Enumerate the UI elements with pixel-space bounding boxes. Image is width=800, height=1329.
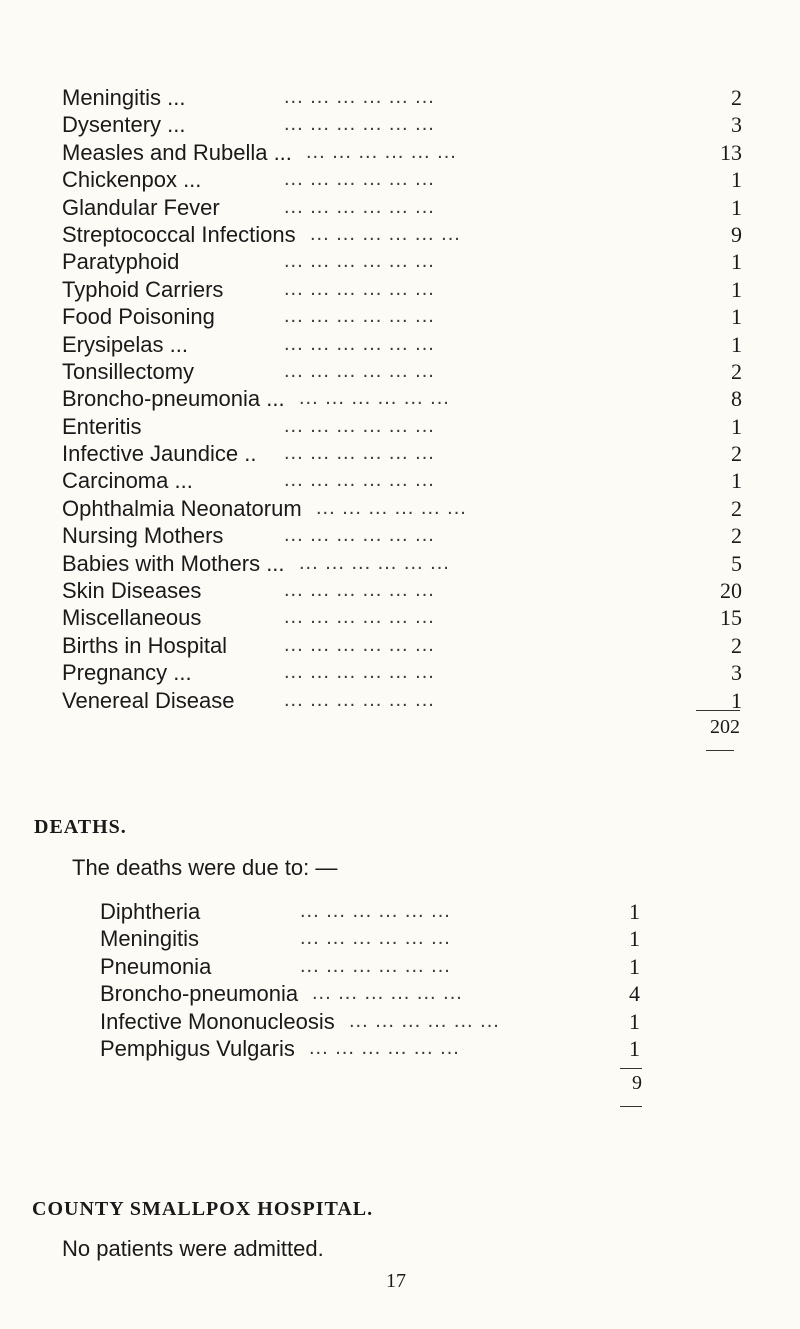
leader-dots: ... ... ... ... ... ... <box>284 606 435 629</box>
row-count: 9 <box>731 221 742 247</box>
table-row <box>62 221 742 248</box>
row-label: Meningitis <box>100 926 200 952</box>
leader-dots: ... ... ... ... ... ... <box>310 222 461 245</box>
row-count: 1 <box>731 249 742 275</box>
table-row <box>62 385 742 412</box>
row-label: Ophthalmia Neonatorum <box>62 495 302 521</box>
table-row <box>62 276 742 303</box>
row-label: Broncho-pneumonia <box>100 981 299 1007</box>
row-label: Carcinoma ... <box>62 468 193 494</box>
table-row <box>62 413 742 440</box>
row-label: Measles and Rubella ... <box>62 139 292 165</box>
table-row <box>62 166 742 193</box>
table-row <box>100 953 640 980</box>
row-label: Miscellaneous <box>62 605 202 631</box>
leader-dots: ... ... ... ... ... ... <box>284 661 435 684</box>
row-count: 5 <box>731 550 742 576</box>
row-label: Tonsillectomy <box>62 358 195 384</box>
row-label: Births in Hospital <box>62 632 228 658</box>
leader-dots: ... ... ... ... ... ... <box>300 954 451 977</box>
row-label: Streptococcal Infections <box>62 221 296 247</box>
leader-dots: ... ... ... ... ... ... <box>284 633 435 656</box>
row-label: Enteritis <box>62 413 142 439</box>
row-label: Nursing Mothers <box>62 523 224 549</box>
row-count: 2 <box>731 495 742 521</box>
table-row <box>62 84 742 111</box>
row-count: 3 <box>731 112 742 138</box>
row-count: 2 <box>731 632 742 658</box>
row-count: 1 <box>629 1035 640 1061</box>
row-label: Infective Mononucleosis <box>100 1008 335 1034</box>
table-row <box>100 1035 640 1062</box>
row-label: Broncho-pneumonia ... <box>62 386 285 412</box>
smallpox-text: No patients were admitted. <box>62 1236 324 1261</box>
row-count: 1 <box>629 953 640 979</box>
leader-dots: ... ... ... ... ... ... <box>284 359 435 382</box>
leader-dots: ... ... ... ... ... ... <box>284 86 435 108</box>
row-label: Venereal Disease <box>62 687 235 713</box>
deaths-heading: DEATHS. <box>34 816 127 838</box>
row-label: Chickenpox ... <box>62 167 202 193</box>
row-label: Dysentery ... <box>62 112 186 138</box>
row-count: 1 <box>731 413 742 439</box>
leader-dots: ... ... ... ... ... ... <box>284 688 435 711</box>
row-label: Erysipelas ... <box>62 331 188 357</box>
table-row <box>62 550 742 577</box>
table-row <box>62 632 742 659</box>
leader-dots: ... ... ... ... ... ... <box>284 305 435 328</box>
row-label: Food Poisoning <box>62 304 215 330</box>
row-count: 1 <box>629 899 640 924</box>
table-row <box>62 604 742 631</box>
row-label: Meningitis ... <box>62 85 186 110</box>
leader-dots: ... ... ... ... ... ... <box>316 496 467 519</box>
table-row <box>62 467 742 494</box>
leader-dots: ... ... ... ... ... ... <box>284 250 435 273</box>
row-count: 8 <box>731 386 742 412</box>
leader-dots: ... ... ... ... ... ... <box>349 1009 500 1032</box>
row-count: 15 <box>720 605 742 631</box>
row-label: Babies with Mothers ... <box>62 550 285 576</box>
row-count: 2 <box>731 523 742 549</box>
admissions-total-rule-top <box>696 710 740 711</box>
table-row <box>62 111 742 138</box>
table-row <box>100 980 640 1007</box>
table-row <box>62 331 742 358</box>
row-label: Pemphigus Vulgaris <box>100 1035 295 1061</box>
leader-dots: ... ... ... ... ... ... <box>306 140 457 163</box>
row-count: 1 <box>629 926 640 952</box>
leader-dots: ... ... ... ... ... ... <box>284 195 435 218</box>
leader-dots: ... ... ... ... ... ... <box>309 1036 460 1059</box>
row-count: 4 <box>629 981 640 1007</box>
row-count: 3 <box>731 660 742 686</box>
admissions-total: 202 <box>710 716 740 738</box>
leader-dots: ... ... ... ... ... ... <box>299 551 450 574</box>
table-row <box>62 522 742 549</box>
row-count: 2 <box>731 85 742 110</box>
deaths-total-rule-top <box>620 1068 642 1069</box>
leader-dots: ... ... ... ... ... ... <box>284 277 435 300</box>
leader-dots: ... ... ... ... ... ... <box>284 442 435 465</box>
table-row <box>100 1008 640 1035</box>
row-count: 1 <box>731 331 742 357</box>
row-count: 2 <box>731 358 742 384</box>
leader-dots: ... ... ... ... ... ... <box>284 332 435 355</box>
admissions-list <box>62 84 742 714</box>
row-label: Diphtheria <box>100 899 201 924</box>
row-label: Skin Diseases <box>62 578 202 604</box>
table-row <box>62 194 742 221</box>
leader-dots: ... ... ... ... ... ... <box>284 168 435 191</box>
row-count: 1 <box>731 167 742 193</box>
row-label: Pneumonia <box>100 953 212 979</box>
leader-dots: ... ... ... ... ... ... <box>284 524 435 547</box>
leader-dots: ... ... ... ... ... ... <box>300 927 451 950</box>
leader-dots: ... ... ... ... ... ... <box>312 982 463 1005</box>
deaths-list <box>100 898 640 1062</box>
deaths-total: 9 <box>632 1072 642 1094</box>
leader-dots: ... ... ... ... ... ... <box>284 469 435 492</box>
smallpox-heading: COUNTY SMALLPOX HOSPITAL. <box>32 1198 374 1220</box>
row-count: 1 <box>731 304 742 330</box>
row-label: Typhoid Carriers <box>62 276 224 302</box>
deaths-total-rule-bottom <box>620 1106 642 1107</box>
row-label: Glandular Fever <box>62 194 220 220</box>
leader-dots: ... ... ... ... ... ... <box>284 113 435 136</box>
admissions-total-rule-bottom <box>706 750 734 751</box>
leader-dots: ... ... ... ... ... ... <box>299 387 450 410</box>
row-count: 20 <box>720 578 742 604</box>
page-number: 17 <box>386 1270 406 1292</box>
table-row <box>62 139 742 166</box>
table-row <box>62 440 742 467</box>
leader-dots: ... ... ... ... ... ... <box>284 579 435 602</box>
table-row <box>100 925 640 952</box>
table-row <box>62 495 742 522</box>
row-count: 13 <box>720 139 742 165</box>
table-row <box>62 687 742 714</box>
table-row <box>62 303 742 330</box>
row-label: Paratyphoid <box>62 249 180 275</box>
leader-dots: ... ... ... ... ... ... <box>284 414 435 437</box>
row-count: 1 <box>731 276 742 302</box>
table-row <box>62 248 742 275</box>
table-row <box>100 898 640 925</box>
row-count: 2 <box>731 441 742 467</box>
leader-dots: ... ... ... ... ... ... <box>300 900 451 922</box>
row-count: 1 <box>731 468 742 494</box>
row-label: Infective Jaundice .. <box>62 441 257 467</box>
table-row <box>62 659 742 686</box>
row-label: Pregnancy ... <box>62 660 192 686</box>
row-count: 1 <box>731 687 742 713</box>
table-row <box>62 358 742 385</box>
row-count: 1 <box>629 1008 640 1034</box>
table-row <box>62 577 742 604</box>
deaths-intro: The deaths were due to: — <box>72 855 338 880</box>
row-count: 1 <box>731 194 742 220</box>
